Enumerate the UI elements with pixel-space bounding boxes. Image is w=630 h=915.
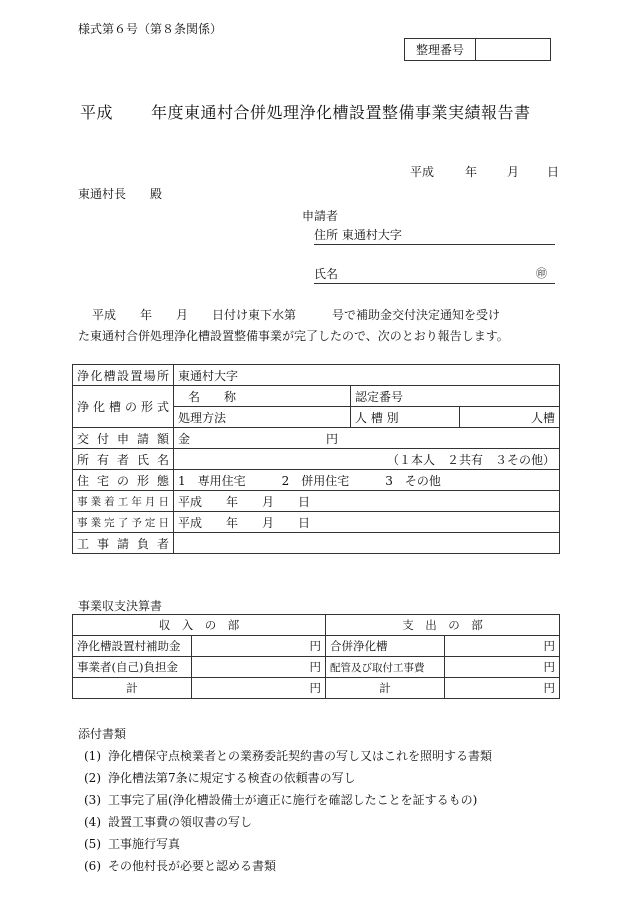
start-date-field[interactable]: 平成 年 月 日 xyxy=(174,491,560,512)
owner-name-field[interactable]: （１本人 ２共有 ３その他） xyxy=(174,449,560,470)
end-date-label: 事業完了予定日 xyxy=(73,512,174,533)
expense-total-label: 計 xyxy=(326,678,445,699)
body-line-2: た東通村合併処理浄化槽設置整備事業が完了したので、次のとおり報告します。 xyxy=(78,329,509,343)
attachments-list xyxy=(84,745,492,877)
expense-header: 支 出 の 部 xyxy=(326,615,560,636)
date-year: 年 xyxy=(465,165,478,179)
applicant-label: 申請者 xyxy=(302,209,339,223)
list-item xyxy=(84,855,492,877)
income-total-label: 計 xyxy=(73,678,192,699)
contractor-field[interactable] xyxy=(174,533,560,554)
attachment-number: (5) xyxy=(84,837,101,851)
contractor-label: 工事請負者 xyxy=(73,533,174,554)
attachment-number: (3) xyxy=(84,793,101,807)
attachment-text: 工事施行写真 xyxy=(108,837,181,851)
table-row xyxy=(73,678,560,699)
tank-name-label[interactable] xyxy=(174,386,351,407)
form-number: 様式第６号（第８条関係） xyxy=(78,22,223,36)
income-item-label: 事業者(自己)負担金 xyxy=(73,657,192,678)
reference-number-box xyxy=(404,38,551,61)
list-item xyxy=(84,745,492,767)
expense-total-field[interactable]: 円 xyxy=(445,678,560,699)
grant-amount-label: 交付申請額 xyxy=(73,428,174,449)
table-row xyxy=(73,615,560,636)
applicant-name-field[interactable] xyxy=(314,265,555,284)
attachment-text: その他村長が必要と認める書類 xyxy=(108,859,277,873)
capacity-label: 人 槽 別 xyxy=(351,407,460,428)
owner-name-label: 所有者氏名 xyxy=(73,449,174,470)
seal-mark: ㊞ xyxy=(536,267,547,280)
attachment-text: 浄化槽法第7条に規定する検査の依頼書の写し xyxy=(108,771,356,785)
certification-number-field[interactable]: 認定番号 xyxy=(351,386,560,407)
date-month: 月 xyxy=(507,165,520,179)
reference-number-label: 整理番号 xyxy=(405,39,476,60)
report-body-text xyxy=(78,305,558,347)
title-era: 平成 xyxy=(80,103,114,122)
income-total-field[interactable]: 円 xyxy=(192,678,326,699)
details-table xyxy=(72,364,560,554)
grant-prefix: 金 xyxy=(178,431,191,446)
table-row xyxy=(73,512,560,533)
list-item xyxy=(84,833,492,855)
list-item xyxy=(84,811,492,833)
expense-item-label: 配管及び取付工事費 xyxy=(326,657,445,678)
attachment-text: 設置工事費の領収書の写し xyxy=(108,815,253,829)
table-row xyxy=(73,636,560,657)
location-label: 浄化槽設置場所 xyxy=(73,365,174,386)
attachment-number: (1) xyxy=(84,749,101,763)
attachments-title: 添付書類 xyxy=(78,727,127,741)
attachment-text: 工事完了届(浄化槽設備士が適正に施行を確認したことを証するもの) xyxy=(108,793,478,807)
attachment-number: (4) xyxy=(84,815,101,829)
table-row xyxy=(73,428,560,449)
report-date xyxy=(410,163,559,180)
expense-amount-field[interactable]: 円 xyxy=(445,657,560,678)
applicant-name-label: 氏名 xyxy=(314,267,339,281)
applicant-address-label: 住所 東通村大字 xyxy=(314,228,402,242)
expense-amount-field[interactable]: 円 xyxy=(445,636,560,657)
date-era: 平成 xyxy=(410,165,435,179)
capacity-field[interactable]: 人槽 xyxy=(460,407,560,428)
end-date-field[interactable]: 平成 年 月 日 xyxy=(174,512,560,533)
list-item xyxy=(84,789,492,811)
table-row xyxy=(73,470,560,491)
table-row xyxy=(73,449,560,470)
location-field[interactable]: 東通村大字 xyxy=(174,365,560,386)
table-row xyxy=(73,533,560,554)
list-item xyxy=(84,767,492,789)
tank-type-label: 浄化槽の形式 xyxy=(73,386,174,428)
grant-unit: 円 xyxy=(326,431,339,446)
housing-type-field[interactable]: 1 専用住宅 2 併用住宅 3 その他 xyxy=(174,470,560,491)
attachment-text: 浄化槽保守点検業者との業務委託契約書の写し又はこれを照明する書類 xyxy=(108,749,493,763)
income-amount-field[interactable]: 円 xyxy=(192,636,326,657)
body-line-1: 平成 年 月 日付け東下水第 号で補助金交付決定通知を受け xyxy=(92,308,501,322)
income-header: 収 入 の 部 xyxy=(73,615,326,636)
budget-title: 事業収支決算書 xyxy=(78,599,163,613)
reference-number-field[interactable] xyxy=(476,39,550,60)
income-amount-field[interactable]: 円 xyxy=(192,657,326,678)
table-row xyxy=(73,365,560,386)
title-text: 年度東通村合併処理浄化槽設置整備事業実績報告書 xyxy=(151,103,531,122)
tank-name-text: 名 称 xyxy=(188,389,237,404)
table-row xyxy=(73,657,560,678)
income-item-label: 浄化槽設置村補助金 xyxy=(73,636,192,657)
expense-item-label: 合併浄化槽 xyxy=(326,636,445,657)
housing-type-label: 住宅の形態 xyxy=(73,470,174,491)
document-title xyxy=(80,100,531,123)
attachment-number: (6) xyxy=(84,859,101,873)
budget-table xyxy=(72,614,560,699)
treatment-method-field[interactable]: 処理方法 xyxy=(174,407,351,428)
start-date-label: 事業着工年月日 xyxy=(73,491,174,512)
table-row xyxy=(73,491,560,512)
attachment-number: (2) xyxy=(84,771,101,785)
grant-amount-field[interactable] xyxy=(174,428,560,449)
table-row xyxy=(73,386,560,407)
date-day: 日 xyxy=(547,165,560,179)
addressee: 東通村長 殿 xyxy=(78,187,163,201)
applicant-address-field[interactable] xyxy=(314,226,555,245)
